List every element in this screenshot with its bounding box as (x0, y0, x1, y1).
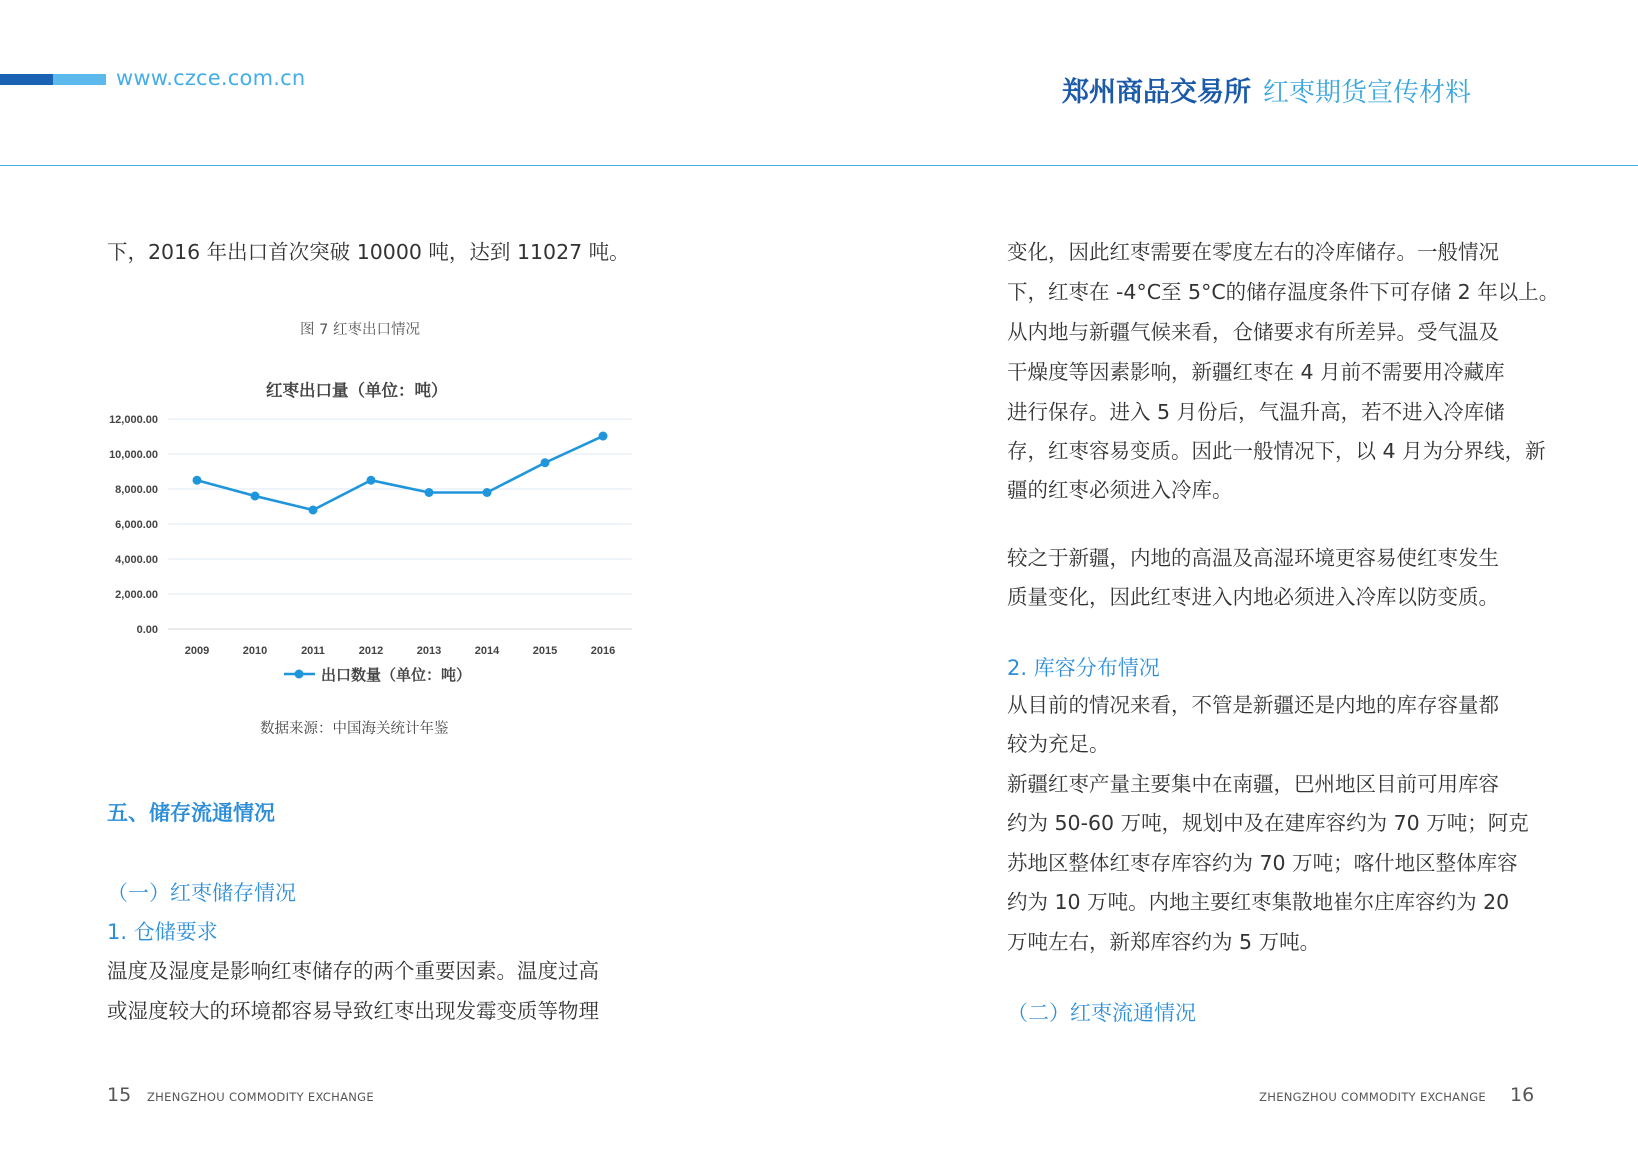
paragraph-line: 从内地与新疆气候来看，仓储要求有所差异。受气温及 (1007, 320, 1499, 344)
paragraph-line: 干燥度等因素影响，新疆红枣在 4 月前不需要用冷藏库 (1007, 360, 1505, 384)
y-tick-label: 2,000.00 (115, 589, 158, 601)
y-tick-label: 4,000.00 (115, 554, 158, 566)
x-tick-label: 2010 (242, 645, 268, 657)
figure-caption: 图 7 红枣出口情况 (300, 322, 420, 338)
footer-exchange-name-right: ZHENGZHOU COMMODITY EXCHANGE (1259, 1090, 1486, 1104)
header-divider (0, 165, 1638, 166)
intro-line: 下，2016 年出口首次突破 10000 吨，达到 11027 吨。 (107, 240, 630, 264)
x-tick-label: 2009 (184, 645, 210, 657)
data-point (483, 488, 492, 497)
paragraph-line: 较之于新疆，内地的高温及高湿环境更容易使红枣发生 (1007, 546, 1499, 570)
data-point (251, 492, 260, 501)
paragraph-line: 或湿度较大的环境都容易导致红枣出现发霉变质等物理 (107, 999, 599, 1023)
x-tick-label: 2015 (532, 645, 558, 657)
item-title: 1. 仓储要求 (107, 920, 218, 944)
chart-legend (284, 666, 471, 684)
paragraph-line: 约为 10 万吨。内地主要红枣集散地崔尔庄库容约为 20 (1007, 890, 1510, 914)
data-point (541, 458, 550, 467)
x-tick-label: 2011 (301, 645, 325, 657)
paragraph-line: 变化，因此红枣需要在零度左右的冷库储存。一般情况 (1007, 240, 1499, 264)
data-source-note: 数据来源：中国海关统计年鉴 (260, 721, 449, 737)
chart-gridlines (168, 419, 632, 629)
paragraph-line: 温度及湿度是影响红枣储存的两个重要因素。温度过高 (107, 959, 599, 983)
legend-label: 出口数量（单位：吨） (321, 666, 472, 684)
subsection-title: （一）红枣储存情况 (107, 881, 296, 905)
x-tick-label: 2014 (474, 645, 500, 657)
paragraph-line: 存，红枣容易变质。因此一般情况下，以 4 月为分界线，新 (1007, 439, 1546, 463)
item-title: 2. 库容分布情况 (1007, 656, 1160, 680)
series-points (193, 432, 608, 515)
x-tick-label: 2013 (416, 645, 442, 657)
y-tick-label: 0.00 (136, 624, 158, 636)
section-title: 五、储存流通情况 (107, 801, 275, 825)
y-tick-label: 12,000.00 (109, 414, 158, 426)
data-point (193, 476, 202, 485)
y-tick-label: 6,000.00 (115, 519, 158, 531)
paragraph-line: 约为 50-60 万吨，规划中及在建库容约为 70 万吨；阿克 (1007, 811, 1529, 835)
footer-exchange-name-left: ZHENGZHOU COMMODITY EXCHANGE (147, 1090, 374, 1104)
data-point (599, 432, 608, 441)
paragraph-line: 进行保存。进入 5 月份后，气温升高，若不进入冷库储 (1007, 400, 1505, 424)
document-subtitle: 红枣期货宣传材料 (1262, 78, 1471, 108)
org-name: 郑州商品交易所 (1061, 77, 1251, 108)
paragraph-line: 质量变化，因此红枣进入内地必须进入冷库以防变质。 (1007, 585, 1499, 609)
export-line-chart (100, 405, 640, 705)
page-number-left: 15 (107, 1084, 132, 1106)
paragraph-line: 新疆红枣产量主要集中在南疆，巴州地区目前可用库容 (1007, 772, 1499, 796)
data-point (425, 488, 434, 497)
paragraph-line: 疆的红枣必须进入冷库。 (1007, 478, 1233, 502)
paragraph-line: 从目前的情况来看，不管是新疆还是内地的库存容量都 (1007, 693, 1499, 717)
site-url-link[interactable]: www.czce.com.cn (116, 66, 306, 90)
header-accent-bar-light (53, 74, 106, 85)
data-point (309, 506, 318, 515)
paragraph-line: 万吨左右，新郑库容约为 5 万吨。 (1007, 930, 1321, 954)
legend-marker (295, 670, 304, 679)
header-accent-bar-dark (0, 74, 53, 85)
paragraph-line: 较为充足。 (1007, 732, 1110, 756)
x-tick-label: 2016 (590, 645, 616, 657)
chart-y-tick-labels (109, 414, 158, 636)
paragraph-line: 下，红枣在 -4°C至 5°C的储存温度条件下可存储 2 年以上。 (1007, 280, 1560, 304)
header-title (1062, 70, 1471, 109)
y-tick-label: 10,000.00 (109, 449, 158, 461)
y-tick-label: 8,000.00 (115, 484, 158, 496)
chart-title: 红枣出口量（单位：吨） (266, 381, 448, 400)
data-point (367, 476, 376, 485)
page-number-right: 16 (1510, 1084, 1535, 1106)
x-tick-label: 2012 (358, 645, 384, 657)
paragraph-line: 苏地区整体红枣存库容约为 70 万吨；喀什地区整体库容 (1007, 851, 1518, 875)
subsection-title: （二）红枣流通情况 (1007, 1001, 1196, 1025)
chart-x-tick-labels (185, 645, 615, 657)
